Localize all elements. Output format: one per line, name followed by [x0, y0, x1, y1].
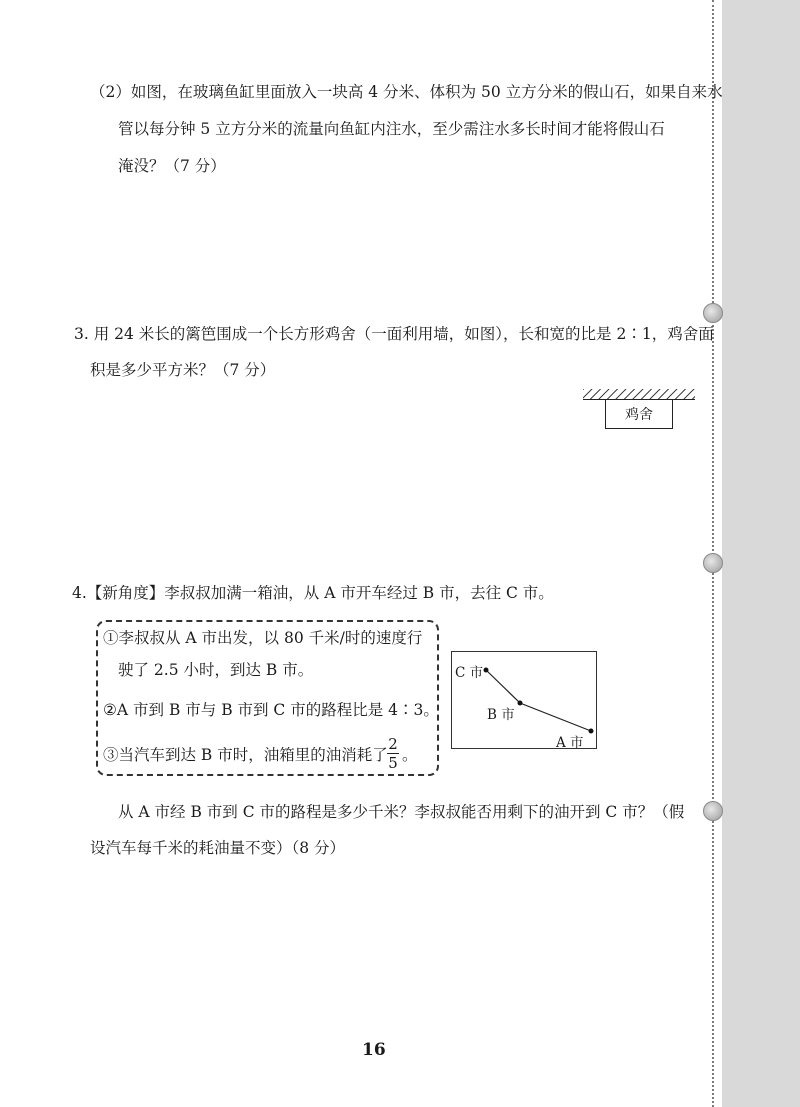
city-c-label: C 市 — [455, 665, 484, 681]
page-number: 16 — [362, 1040, 386, 1060]
city-a-dot — [589, 729, 594, 734]
q3-line-2: 积是多少平方米？（7 分） — [90, 361, 276, 379]
city-b-label: B 市 — [487, 707, 515, 723]
route-map — [451, 651, 597, 749]
info-item-1b: 驶了 2.5 小时，到达 B 市。 — [118, 661, 314, 679]
q2-line-2: 管以每分钟 5 立方分米的流量向鱼缸内注水，至少需注水多长时间才能将假山石 — [118, 120, 665, 138]
info-item-3: ③当汽车到达 B 市时，油箱里的油消耗了 — [103, 746, 388, 764]
binder-hole-icon — [703, 303, 723, 323]
info-item-3-end: 。 — [402, 746, 418, 764]
info-item-2: ②A 市到 B 市与 B 市到 C 市的路程比是 4∶3。 — [103, 701, 439, 719]
q4-heading: 4.【新角度】李叔叔加满一箱油，从 A 市开车经过 B 市，去往 C 市。 — [72, 584, 554, 602]
q4-question-line-2: 设汽车每千米的耗油量不变）（8 分） — [90, 839, 346, 857]
fraction-numerator: 2 — [388, 735, 398, 753]
chicken-coop-diagram — [605, 399, 673, 429]
binder-hole-icon — [703, 553, 723, 573]
binder-hole-icon — [703, 801, 723, 821]
binding-margin — [722, 0, 800, 1107]
coop-label: 鸡舍 — [625, 406, 653, 423]
q2-line-1: （2）如图，在玻璃鱼缸里面放入一块高 4 分米、体积为 50 立方分米的假山石，如果自来水 — [90, 83, 723, 101]
city-c-dot — [484, 668, 489, 673]
city-a-label: A 市 — [556, 735, 584, 751]
q4-question-line-1: 从 A 市经 B 市到 C 市的路程是多少千米？李叔叔能否用剩下的油开到 C 市？（假 — [118, 803, 685, 821]
city-b-dot — [518, 701, 523, 706]
fraction-denominator: 5 — [388, 754, 398, 772]
q2-line-3: 淹没？（7 分） — [118, 157, 226, 175]
info-item-1a: ①李叔叔从 A 市出发，以 80 千米/时的速度行 — [103, 629, 423, 647]
q3-line-1: 3. 用 24 米长的篱笆围成一个长方形鸡舍（一面利用墙，如图），长和宽的比是 2∶1，鸡舍面 — [74, 325, 714, 343]
